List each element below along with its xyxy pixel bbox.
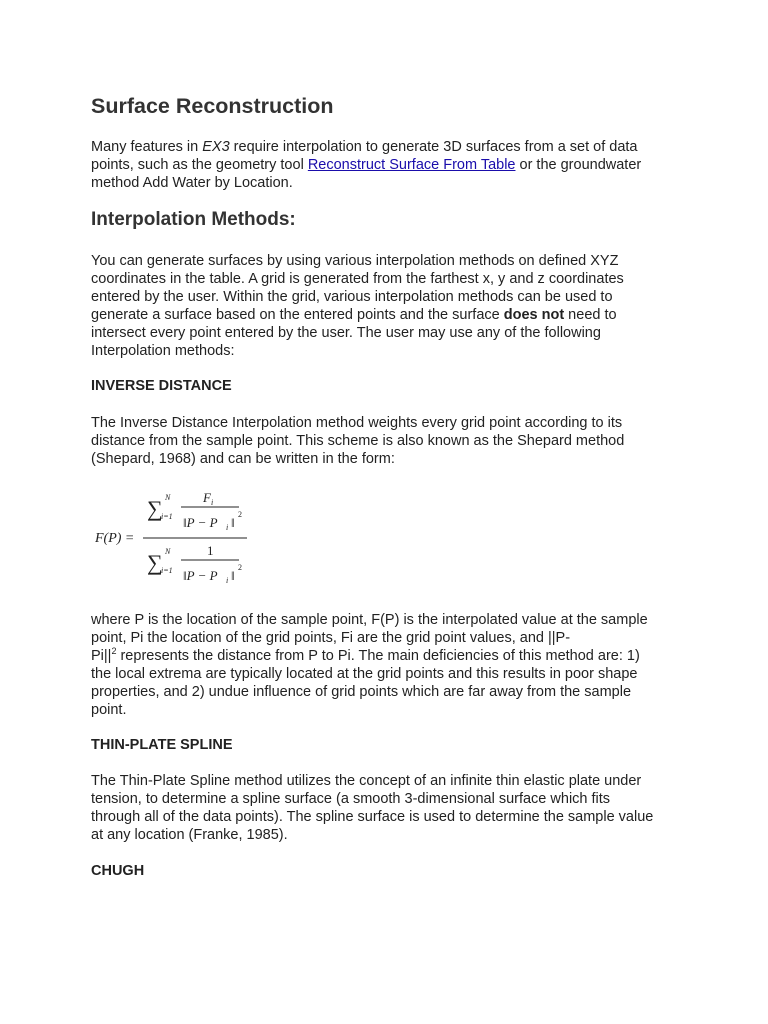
heading-thin-plate-spline: THIN-PLATE SPLINE	[91, 737, 233, 753]
sum-symbol: ∑	[147, 496, 163, 521]
thin-text: tension, to determine a spline surface (a smooth 3-dimensional surface which fits	[91, 791, 611, 807]
numerator-f: F	[203, 490, 211, 505]
methods-text: need to	[564, 307, 617, 323]
inverse-distance-paragraph	[91, 414, 624, 468]
intro-text: Many features in	[91, 139, 203, 155]
heading-chugh: CHUGH	[91, 863, 145, 879]
sum-lower-limit: i=1	[161, 566, 173, 575]
distance-term-sub: i	[226, 523, 229, 532]
sum-lower-limit: i=1	[161, 512, 173, 521]
where-text: point.	[91, 702, 127, 718]
sum-upper-limit: N	[165, 493, 171, 502]
intro-text: require interpolation to generate 3D surfaces from a set of data	[229, 139, 638, 155]
heading-inverse-distance: INVERSE DISTANCE	[91, 378, 232, 394]
section-heading-interpolation-methods: Interpolation Methods:	[91, 209, 296, 230]
page-title: Surface Reconstruction	[91, 94, 334, 118]
sum-upper-limit: N	[165, 547, 171, 556]
methods-text: generate a surface based on the entered points and the surface	[91, 307, 504, 323]
where-text: point, Pi the location of the grid points, Fi are the grid point values, and ||P-	[91, 630, 571, 646]
distance-term: ‖P − P	[183, 515, 218, 530]
distance-term-end: ‖	[231, 568, 235, 583]
numerator-one: 1	[207, 543, 214, 558]
methods-text: coordinates in the table. A grid is generated from the farthest x, y and z coordinates	[91, 271, 624, 287]
numerator-f-sub: i	[211, 498, 214, 507]
methods-text: entered by the user. Within the grid, various interpolation methods can be used to	[91, 289, 613, 305]
intro-paragraph	[91, 138, 641, 192]
inverse-text: distance from the sample point. This scheme is also known as the Shepard method	[91, 433, 625, 449]
intro-text: method Add Water by Location.	[91, 175, 293, 191]
methods-paragraph	[91, 252, 624, 360]
where-text: represents the distance from P to Pi. The main deficiencies of this method are: 1)	[116, 648, 640, 664]
distance-term-end: ‖	[231, 515, 235, 530]
distance-exponent: 2	[238, 510, 242, 519]
methods-text: intersect every point entered by the user. The user may use any of the following	[91, 325, 601, 341]
inverse-text: The Inverse Distance Interpolation method weights every grid point according to its	[91, 415, 623, 431]
formula-lhs: F(P) =	[95, 531, 135, 546]
where-text: where P is the location of the sample point, F(P) is the interpolated value at the sample	[91, 612, 648, 628]
methods-text: You can generate surfaces by using various interpolation methods on defined XYZ	[91, 253, 619, 269]
where-text: the local extrema are typically located at the grid points and this results in poor shape	[91, 666, 638, 682]
sum-symbol: ∑	[147, 550, 163, 575]
distance-exponent: 2	[238, 563, 242, 572]
reconstruct-surface-link[interactable]: Reconstruct Surface From Table	[307, 157, 516, 173]
thin-plate-paragraph	[91, 772, 653, 844]
thin-text: The Thin-Plate Spline method utilizes the concept of an infinite thin elastic plate under	[91, 773, 642, 789]
shepard-formula	[95, 484, 265, 592]
where-text: properties, and 2) undue influence of grid points which are far away from the sample	[91, 684, 632, 700]
methods-text: Interpolation methods:	[91, 343, 235, 359]
intro-text: points, such as the geometry tool	[91, 157, 308, 173]
thin-text: through all of the data points). The spline surface is used to determine the sample value	[91, 809, 654, 825]
product-name: EX3	[202, 139, 230, 155]
where-text: Pi||	[91, 648, 112, 664]
inverse-text: (Shepard, 1968) and can be written in the form:	[91, 451, 395, 467]
where-paragraph	[91, 611, 648, 719]
intro-text: or the groundwater	[515, 157, 642, 173]
emphasis-does-not: does not	[503, 307, 565, 323]
thin-text: at any location (Franke, 1985).	[91, 827, 288, 843]
exponent-2: 2	[111, 646, 117, 657]
distance-term: ‖P − P	[183, 568, 218, 583]
distance-term-sub: i	[226, 576, 229, 585]
